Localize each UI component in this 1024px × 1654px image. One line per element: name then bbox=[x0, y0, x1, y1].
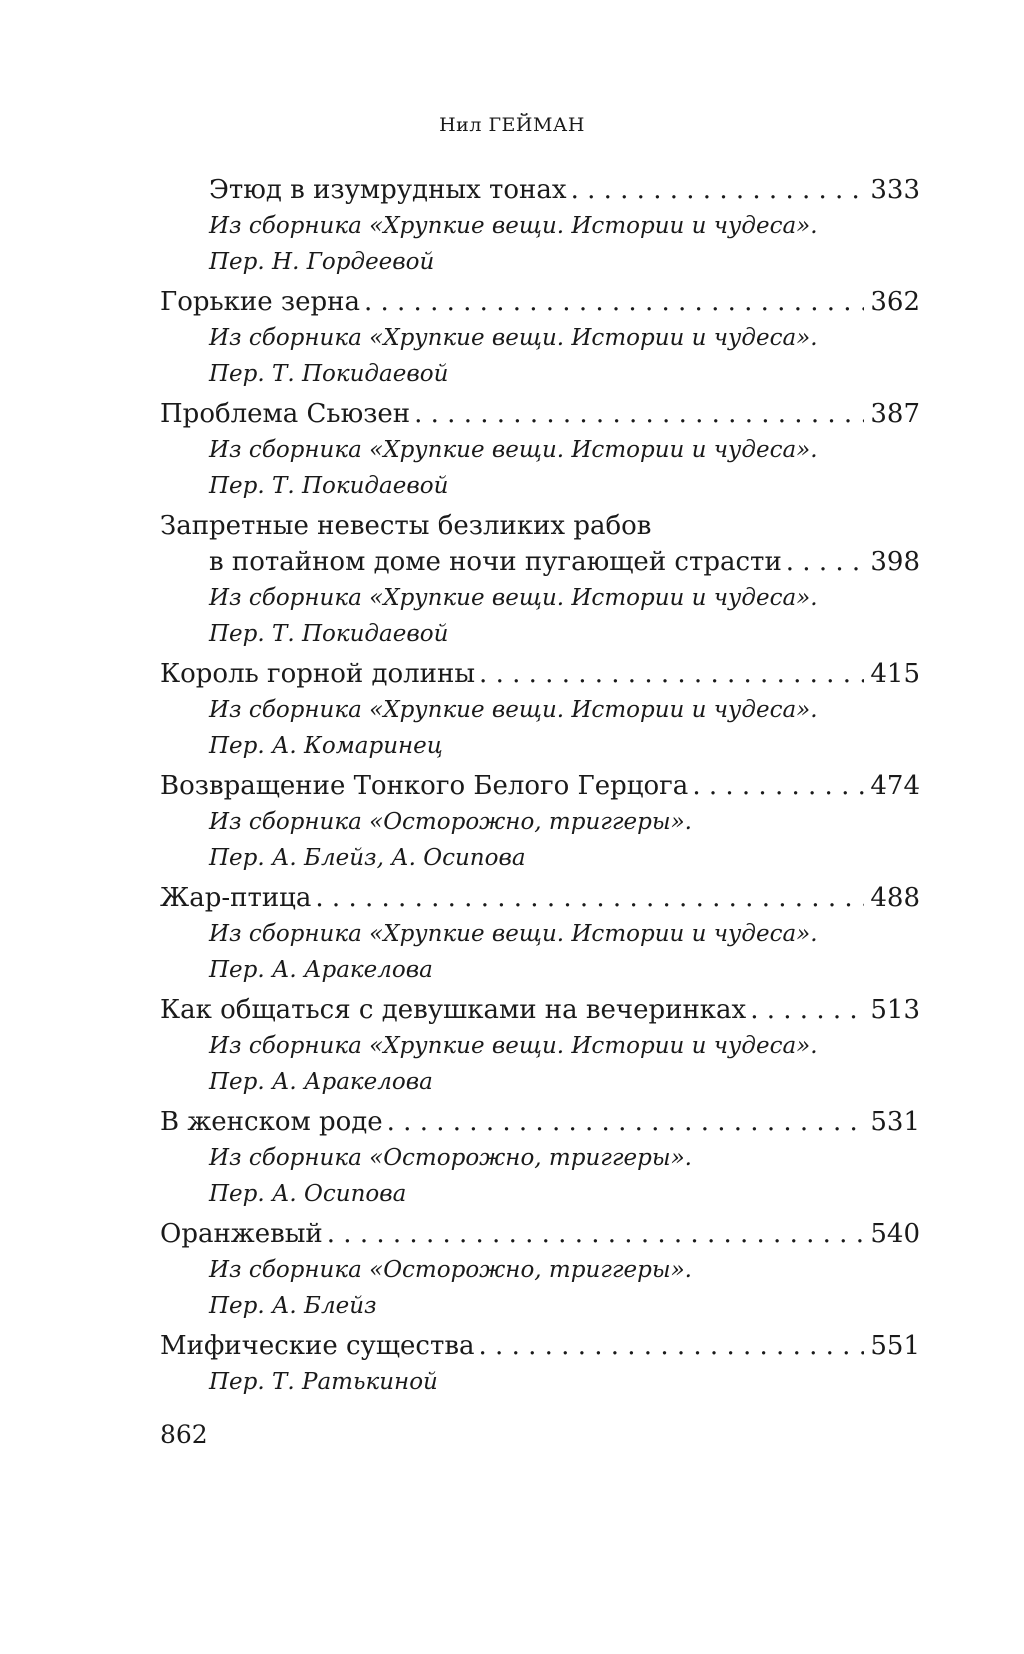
toc-entry-title: Горькие зерна bbox=[160, 287, 360, 317]
dot-leader bbox=[315, 880, 864, 916]
toc-entry-translator: Пер. Т. Покидаевой bbox=[209, 473, 449, 499]
table-of-contents bbox=[160, 172, 920, 1400]
toc-entry-page: 474 bbox=[870, 771, 920, 801]
toc-entry bbox=[160, 992, 920, 1100]
dot-leader bbox=[364, 284, 864, 320]
toc-entry-page: 362 bbox=[870, 287, 920, 317]
dot-leader bbox=[692, 768, 864, 804]
toc-entry-title-line bbox=[160, 880, 920, 916]
toc-entry-source: Из сборника «Осторожно, триггеры». bbox=[209, 1257, 692, 1283]
toc-entry-page: 387 bbox=[870, 399, 920, 429]
toc-entry-translator: Пер. А. Аракелова bbox=[209, 957, 433, 983]
toc-entry-translator: Пер. А. Комаринец bbox=[209, 733, 443, 759]
toc-entry-title: Возвращение Тонкого Белого Герцога bbox=[160, 771, 689, 801]
toc-entry bbox=[160, 172, 920, 280]
toc-entry-translator: Пер. А. Аракелова bbox=[209, 1069, 433, 1095]
toc-entry-title-line bbox=[160, 172, 920, 208]
toc-entry-source: Из сборника «Хрупкие вещи. Истории и чудеса». bbox=[209, 1033, 818, 1059]
dot-leader bbox=[387, 1104, 865, 1140]
toc-entry-title: Как общаться с девушками на вечеринках bbox=[160, 995, 747, 1025]
toc-entry-title-line bbox=[160, 544, 920, 580]
toc-entry-source: Из сборника «Хрупкие вещи. Истории и чудеса». bbox=[209, 585, 818, 611]
toc-entry-source: Из сборника «Осторожно, триггеры». bbox=[209, 1145, 692, 1171]
toc-entry-title: Король горной долины bbox=[160, 659, 476, 689]
toc-entry-translator: Пер. А. Блейз, А. Осипова bbox=[209, 845, 526, 871]
toc-entry-translator: Пер. Т. Ратькиной bbox=[209, 1369, 438, 1395]
toc-entry-title-line bbox=[160, 656, 920, 692]
dot-leader bbox=[327, 1216, 865, 1252]
toc-entry-title-line bbox=[160, 992, 920, 1028]
toc-entry bbox=[160, 508, 920, 652]
toc-entry bbox=[160, 1328, 920, 1400]
toc-entry-source: Из сборника «Осторожно, триггеры». bbox=[209, 809, 692, 835]
toc-entry bbox=[160, 880, 920, 988]
toc-entry-page: 540 bbox=[870, 1219, 920, 1249]
toc-entry-page: 551 bbox=[870, 1331, 920, 1361]
toc-entry-page: 415 bbox=[870, 659, 920, 689]
toc-entry bbox=[160, 1104, 920, 1212]
toc-entry-title-line bbox=[160, 284, 920, 320]
toc-entry-page: 513 bbox=[870, 995, 920, 1025]
toc-entry-title: Мифические существа bbox=[160, 1331, 475, 1361]
toc-entry-translator: Пер. Н. Гордеевой bbox=[209, 249, 435, 275]
toc-entry-title-line bbox=[160, 1104, 920, 1140]
toc-entry-title: Оранжевый bbox=[160, 1219, 323, 1249]
toc-entry-page: 488 bbox=[870, 883, 920, 913]
toc-entry-title-continuation: в потайном доме ночи пугающей страсти bbox=[209, 547, 782, 577]
toc-entry-source: Из сборника «Хрупкие вещи. Истории и чудеса». bbox=[209, 213, 818, 239]
toc-entry-title: Жар-птица bbox=[160, 883, 312, 913]
toc-entry-title: Проблема Сьюзен bbox=[160, 399, 411, 429]
toc-entry-translator: Пер. Т. Покидаевой bbox=[209, 361, 449, 387]
toc-entry-translator: Пер. А. Блейз bbox=[209, 1293, 377, 1319]
toc-entry-translator: Пер. Т. Покидаевой bbox=[209, 621, 449, 647]
toc-entry-page: 531 bbox=[870, 1107, 920, 1137]
toc-entry bbox=[160, 284, 920, 392]
dot-leader bbox=[786, 544, 865, 580]
toc-entry-source: Из сборника «Хрупкие вещи. Истории и чудеса». bbox=[209, 325, 818, 351]
toc-entry bbox=[160, 1216, 920, 1324]
toc-entry-page: 398 bbox=[870, 547, 920, 577]
toc-entry-title-line bbox=[160, 1216, 920, 1252]
toc-entry-source: Из сборника «Хрупкие вещи. Истории и чудеса». bbox=[209, 437, 818, 463]
toc-entry-translator: Пер. А. Осипова bbox=[209, 1181, 407, 1207]
toc-entry-title: В женском роде bbox=[160, 1107, 383, 1137]
toc-entry-title-line bbox=[160, 768, 920, 804]
toc-entry bbox=[160, 768, 920, 876]
toc-entry-title-line bbox=[160, 1328, 920, 1364]
toc-entry-page: 333 bbox=[870, 175, 920, 205]
dot-leader bbox=[479, 1328, 865, 1364]
toc-entry-title: Запретные невесты безликих рабов bbox=[160, 511, 652, 541]
toc-entry-source: Из сборника «Хрупкие вещи. Истории и чудеса». bbox=[209, 921, 818, 947]
page-number: 862 bbox=[160, 1420, 208, 1449]
running-head: Нил ГЕЙМАН bbox=[439, 114, 585, 136]
dot-leader bbox=[571, 172, 865, 208]
toc-entry-title-line bbox=[160, 396, 920, 432]
dot-leader bbox=[479, 656, 864, 692]
dot-leader bbox=[750, 992, 864, 1028]
toc-entry bbox=[160, 396, 920, 504]
toc-entry-source: Из сборника «Хрупкие вещи. Истории и чудеса». bbox=[209, 697, 818, 723]
toc-entry bbox=[160, 656, 920, 764]
dot-leader bbox=[414, 396, 864, 432]
toc-entry-title: Этюд в изумрудных тонах bbox=[209, 175, 567, 205]
